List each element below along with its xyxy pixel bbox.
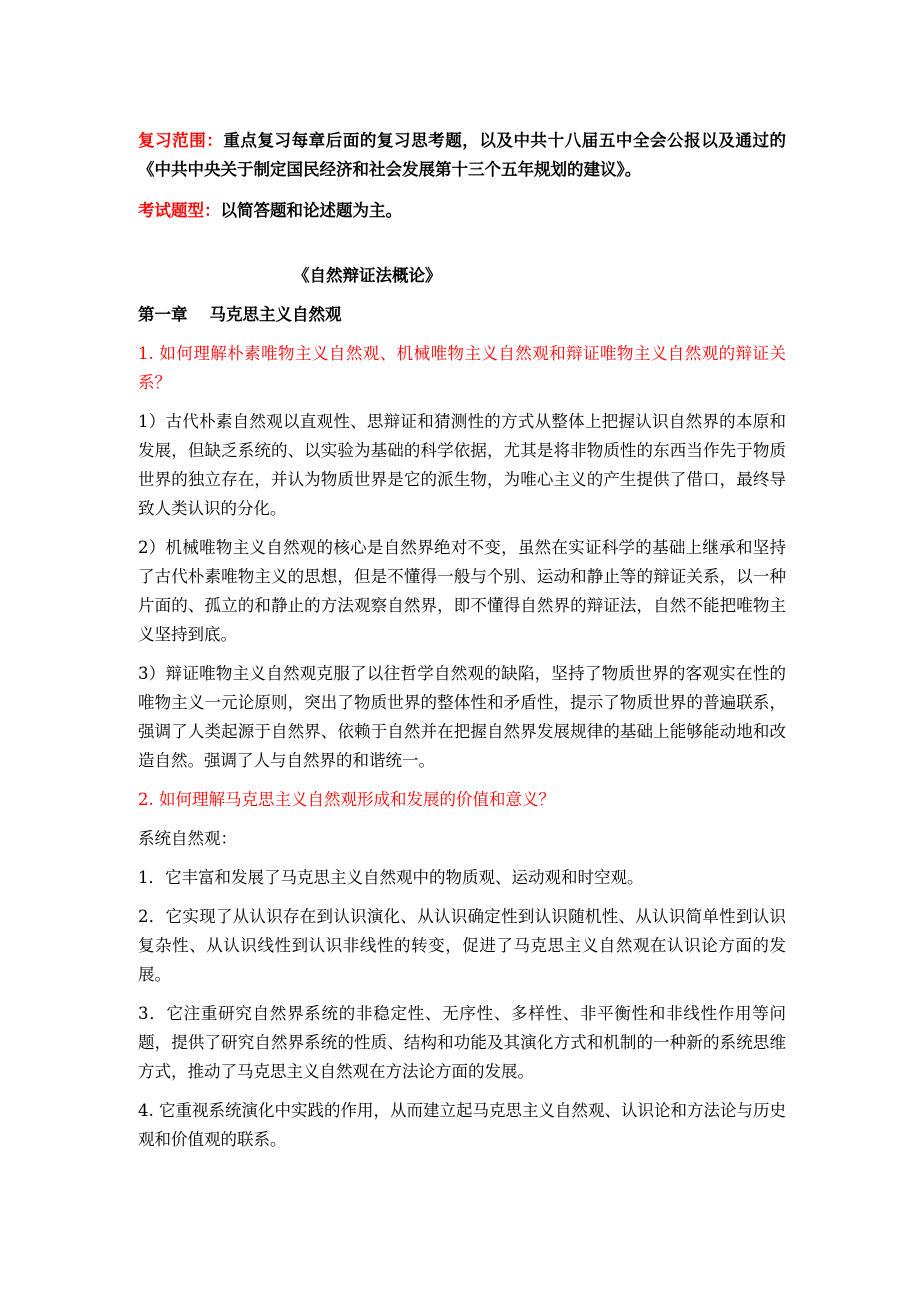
question-1: 1. 如何理解朴素唯物主义自然观、机械唯物主义自然观和辩证唯物主义自然观的辩证关系？ bbox=[138, 344, 786, 392]
review-scope bbox=[138, 126, 786, 184]
review-scope-label: 复习范围： bbox=[138, 131, 224, 150]
review-scope-text: 重点复习每章后面的复习思考题，以及中共十八届五中全会公报以及通过的《中共中央关于制定国民经济和社会发展第十三个五年规划的建议》。 bbox=[138, 131, 787, 179]
book-title: 《自然辩证法概论》 bbox=[293, 266, 442, 285]
question-1-paragraph-1: 1）古代朴素自然观以直观性、思辩证和猜测性的方式从整体上把握认识自然界的本原和发展，但缺乏系统的、以实验为基础的科学依据，尤其是将非物质性的东西当作先于物质世界的独立存在，并认为物质世界是它的派生物，为唯心主义的产生提供了借口，最终导致人类认识的分化。 bbox=[138, 412, 786, 518]
question-1-paragraph-2: 2）机械唯物主义自然观的核心是自然界绝对不变，虽然在实证科学的基础上继承和坚持了古代朴素唯物主义的思想，但是不懂得一般与个别、运动和静止等的辩证关系，以一种片面的、孤立的和静止的方法观察自然界，即不懂得自然界的辩证法，自然不能把唯物主义坚持到底。 bbox=[138, 538, 786, 644]
chapter-number: 第一章 bbox=[138, 305, 188, 324]
chapter-heading bbox=[138, 300, 786, 329]
question-1-paragraph-3: 3）辩证唯物主义自然观克服了以往哲学自然观的缺陷，坚持了物质世界的客观实在性的唯物主义一元论原则，突出了物质世界的整体性和矛盾性，提示了物质世界的普遍联系，强调了人类起源于自然界、依赖于自然并在把握自然界发展规律的基础上能够能动地和改造自然。强调了人与自然界的和谐统一。 bbox=[138, 664, 786, 770]
exam-type-label: 考试题型： bbox=[138, 201, 221, 220]
exam-type bbox=[138, 196, 786, 225]
chapter-title: 马克思主义自然观 bbox=[209, 305, 342, 324]
document-page bbox=[138, 126, 786, 1164]
question-2-paragraph-5: 4. 它重视系统演化中实践的作用，从而建立起马克思主义自然观、认识论和方法论与历史观和价值观的联系。 bbox=[138, 1101, 786, 1149]
question-2-paragraph-4: 3．它注重研究自然界系统的非稳定性、无序性、多样性、非平衡性和非线性作用等问题，提供了研究自然界系统的性质、结构和功能及其演化方式和机制的一种新的系统思维方式，推动了马克思主义自然观在方法论方面的发展。 bbox=[138, 1004, 786, 1081]
question-2-paragraph-2: 1．它丰富和发展了马克思主义自然观中的物质观、运动观和时空观。 bbox=[138, 868, 644, 887]
question-2: 2. 如何理解马克思主义自然观形成和发展的价值和意义？ bbox=[138, 790, 555, 809]
question-2-paragraph-1: 系统自然观： bbox=[138, 829, 237, 848]
exam-type-text: 以简答题和论述题为主。 bbox=[220, 201, 402, 220]
question-2-paragraph-3: 2．它实现了从认识存在到认识演化、从认识确定性到认识随机性、从认识简单性到认识复杂性、从认识线性到认识非线性的转变，促进了马克思主义自然观在认识论方面的发展。 bbox=[138, 907, 786, 984]
